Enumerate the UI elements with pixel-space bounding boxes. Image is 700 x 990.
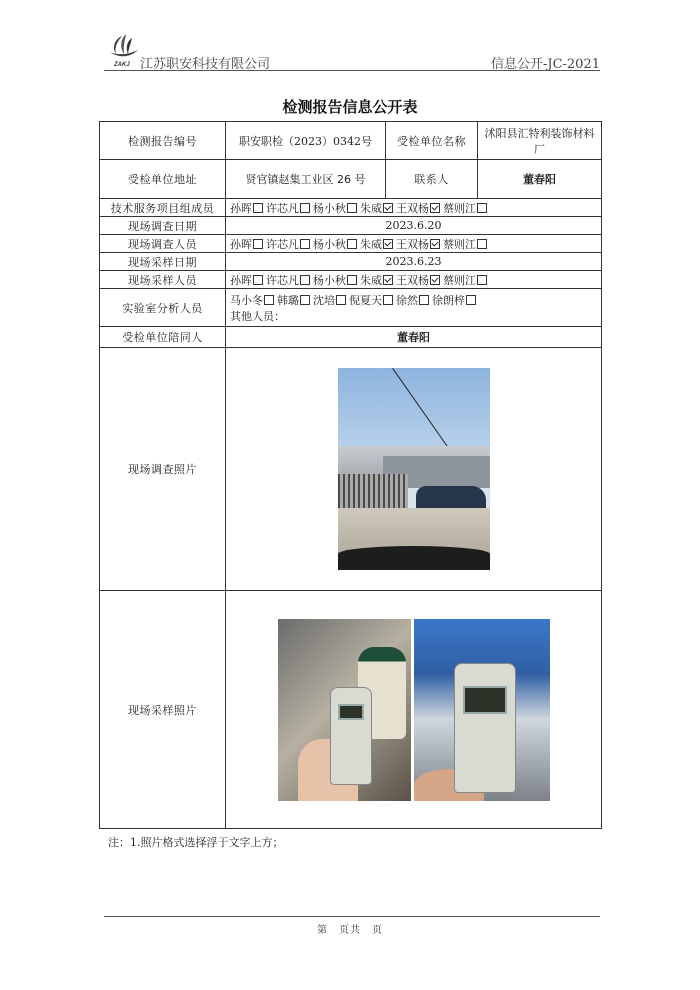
member-item [230,274,263,287]
checkbox-icon [477,203,487,213]
member-item [396,202,440,215]
table-row [100,199,602,217]
tech-team-label: 技术服务项目组成员 [100,199,226,217]
member-item [443,274,487,287]
member-item [266,274,310,287]
member-name: 蔡则江 [443,237,476,251]
footer-divider [104,916,600,917]
checkbox-icon [430,275,440,285]
lab-other: 其他人员： [230,309,285,323]
survey-photo [338,368,490,570]
sampling-date-value: 2023.6.23 [226,253,602,271]
meter-screen [463,686,507,714]
sampling-photo-1 [278,619,411,801]
sound-level-meter [330,687,372,785]
member-item [396,294,429,307]
member-item [266,202,310,215]
checkbox-icon [300,203,310,213]
sound-level-meter [454,663,516,793]
checkbox-icon [300,275,310,285]
retractable-gate [338,474,408,508]
meter-screen [338,704,364,720]
logo-text: ZAKJ [114,62,130,68]
checkbox-icon [383,239,393,249]
member-name: 孙晖 [230,273,252,287]
survey-date-value: 2023.6.20 [226,217,602,235]
checkbox-icon [253,275,263,285]
address-label: 受检单位地址 [100,160,226,199]
sampling-photo-label: 现场采样照片 [100,591,226,829]
header-divider [104,70,600,71]
checkbox-icon [264,295,274,305]
car-dashboard [338,546,490,570]
table-row [100,160,602,199]
member-name: 王双杨 [396,237,429,251]
document-number: 信息公开-JC-2021 [490,57,600,72]
member-item [313,274,357,287]
table-row [100,327,602,348]
member-item [313,238,357,251]
member-item [432,294,476,307]
member-name: 蔡则江 [443,273,476,287]
table-row [100,217,602,235]
unit-name-value: 沭阳县汇特利装饰材料厂 [478,122,602,160]
sampling-date-label: 现场采样日期 [100,253,226,271]
member-name: 徐然 [396,293,418,307]
sampling-staff-members [226,271,602,289]
unit-name-label: 受检单位名称 [386,122,478,160]
member-name: 韩璐 [277,293,299,307]
member-name: 杨小秋 [313,273,346,287]
checkbox-icon [336,295,346,305]
contact-value: 董春阳 [478,160,602,199]
member-name: 孙晖 [230,201,252,215]
survey-date-label: 现场调查日期 [100,217,226,235]
page-header [104,36,600,70]
member-item [443,238,487,251]
lab-members [230,292,597,308]
company-name: 江苏职安科技有限公司 [140,57,271,72]
checkbox-icon [347,239,357,249]
member-item [313,294,346,307]
member-name: 蔡则江 [443,201,476,215]
table-row [100,271,602,289]
member-item [230,202,263,215]
address-value: 贤官镇赵集工业区 26 号 [226,160,386,199]
member-item [313,202,357,215]
table-row [100,289,602,327]
checkbox-icon [383,275,393,285]
table-row [100,122,602,160]
checkbox-icon [430,203,440,213]
footnote: 注：1.照片格式选择浮于文字上方； [108,836,284,849]
checkbox-icon [383,295,393,305]
checkbox-icon [477,239,487,249]
member-item [396,274,440,287]
report-no-label: 检测报告编号 [100,122,226,160]
member-item [360,202,393,215]
checkbox-icon [419,295,429,305]
checkbox-icon [430,239,440,249]
member-item [230,294,274,307]
checkbox-icon [477,275,487,285]
table-row [100,235,602,253]
member-name: 许芯凡 [266,237,299,251]
sampling-photo-cell [226,591,602,829]
table-row [100,348,602,591]
escort-value: 董春阳 [226,327,602,348]
member-item [277,294,310,307]
member-item [360,274,393,287]
checkbox-icon [347,203,357,213]
member-name: 孙晖 [230,237,252,251]
member-name: 许芯凡 [266,273,299,287]
checkbox-icon [383,203,393,213]
report-table [99,121,602,829]
survey-staff-label: 现场调查人员 [100,235,226,253]
page-number: 第 页共 页 [317,925,383,936]
escort-label: 受检单位陪同人 [100,327,226,348]
report-no-value: 职安职检（2023）0342号 [226,122,386,160]
member-name: 杨小秋 [313,237,346,251]
checkbox-icon [253,203,263,213]
tech-team-members [226,199,602,217]
member-name: 王双杨 [396,273,429,287]
sampling-photo-2 [414,619,550,801]
member-item [349,294,393,307]
lab-label: 实验室分析人员 [100,289,226,327]
member-name: 沈培 [313,293,335,307]
member-name: 杨小秋 [313,201,346,215]
member-name: 倪夏天 [349,293,382,307]
member-name: 王双杨 [396,201,429,215]
member-name: 马小冬 [230,293,263,307]
checkbox-icon [300,295,310,305]
survey-photo-cell [226,348,602,591]
sampling-photos [278,619,550,801]
checkbox-icon [300,239,310,249]
member-item [230,238,263,251]
member-name: 徐朗梓 [432,293,465,307]
member-item [360,238,393,251]
checkbox-icon [253,239,263,249]
table-row [100,253,602,271]
sampling-staff-label: 现场采样人员 [100,271,226,289]
survey-staff-members [226,235,602,253]
member-name: 朱威 [360,273,382,287]
contact-label: 联系人 [386,160,478,199]
survey-photo-label: 现场调查照片 [100,348,226,591]
checkbox-icon [466,295,476,305]
table-row [100,591,602,829]
page-title: 检测报告信息公开表 [282,98,418,116]
member-name: 朱威 [360,201,382,215]
member-item [443,202,487,215]
member-name: 朱威 [360,237,382,251]
lab-members-cell [226,289,602,327]
member-name: 许芯凡 [266,201,299,215]
checkbox-icon [347,275,357,285]
member-item [396,238,440,251]
member-item [266,238,310,251]
